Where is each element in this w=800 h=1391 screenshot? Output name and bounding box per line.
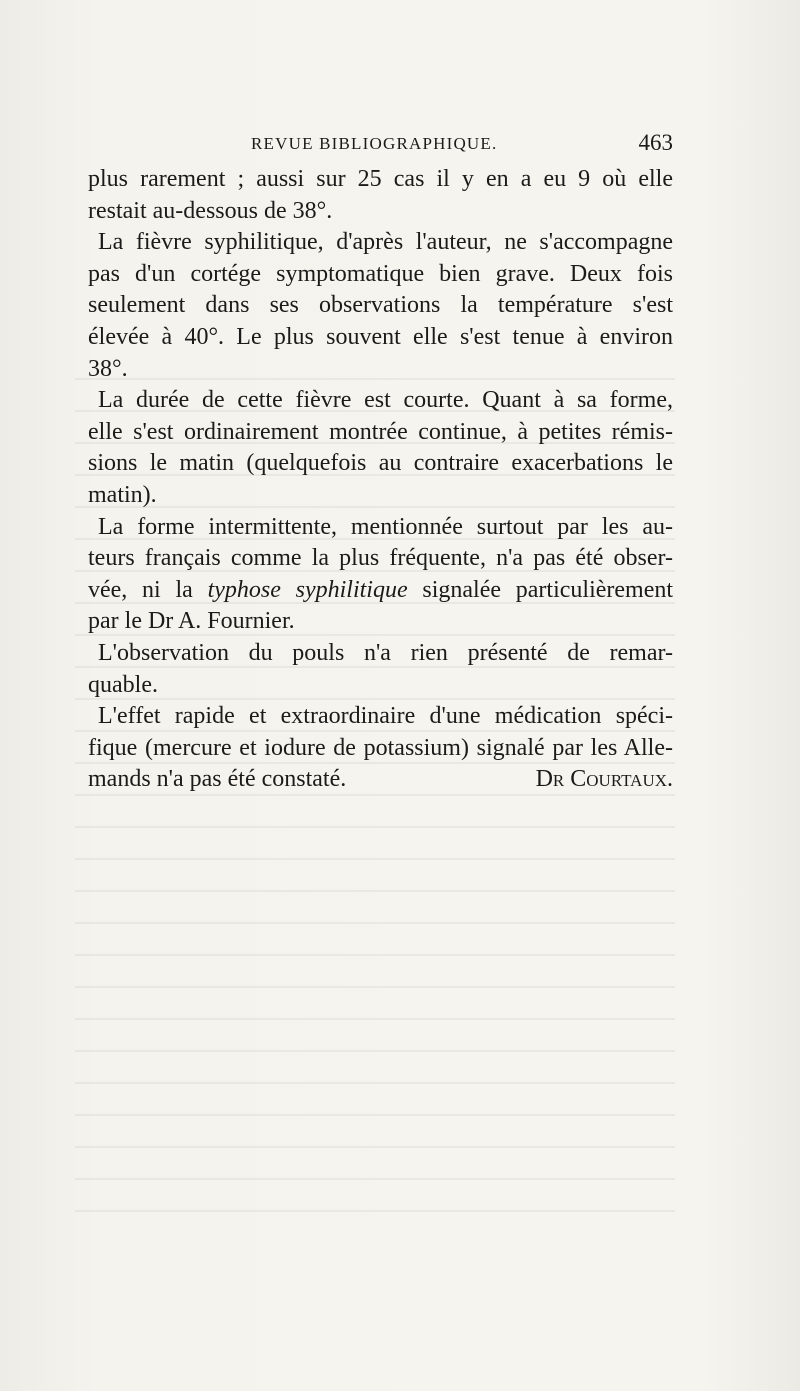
author-signature: Dr Courtaux. bbox=[535, 766, 673, 793]
text-line: restait au-dessous de 38°. bbox=[88, 197, 333, 224]
body-text bbox=[88, 164, 673, 796]
page-number: 463 bbox=[638, 130, 673, 155]
text-line: sions le matin (quelquefois au contraire exacerbations le bbox=[88, 450, 673, 477]
text-line: élevée à 40°. Le plus souvent elle s'est tenue à environ bbox=[88, 323, 673, 350]
text-line: fique (mercure et iodure de potassium) signalé par les Alle- bbox=[88, 734, 673, 761]
text-line: quable. bbox=[88, 671, 158, 698]
page-header bbox=[88, 130, 673, 160]
text-line: par le Dr A. Fournier. bbox=[88, 608, 295, 635]
text-line: teurs français comme la plus fréquente, n'a pas été obser- bbox=[88, 545, 673, 572]
text-line: La forme intermittente, mentionnée surtout par les au- bbox=[98, 513, 673, 540]
text-line: plus rarement ; aussi sur 25 cas il y en a eu 9 où elle bbox=[88, 166, 673, 192]
text-line: 38°. bbox=[88, 355, 128, 382]
text-line: La fièvre syphilitique, d'après l'auteur, ne s'accompagne bbox=[98, 229, 673, 256]
text-line: L'effet rapide et extraordinaire d'une médication spéci- bbox=[98, 703, 673, 730]
text-line: La durée de cette fièvre est courte. Quant à sa forme, bbox=[98, 387, 673, 414]
running-title: REVUE BIBLIOGRAPHIQUE. bbox=[251, 134, 498, 153]
signature-line bbox=[88, 764, 673, 796]
text-line: pas d'un cortége symptomatique bien grave. Deux fois bbox=[88, 260, 673, 287]
closing-text: mands n'a pas été constaté. bbox=[88, 766, 347, 793]
text-line: matin). bbox=[88, 481, 157, 508]
text-line: seulement dans ses observations la température s'est bbox=[88, 292, 673, 319]
text-line: elle s'est ordinairement montrée continue, à petites rémis- bbox=[88, 418, 673, 445]
text-line: L'observation du pouls n'a rien présenté de remar- bbox=[98, 639, 673, 666]
text-line: vée, ni la typhose syphilitique signalée particulièrement bbox=[88, 576, 674, 603]
italic-term: typhose syphilitique bbox=[207, 576, 408, 603]
